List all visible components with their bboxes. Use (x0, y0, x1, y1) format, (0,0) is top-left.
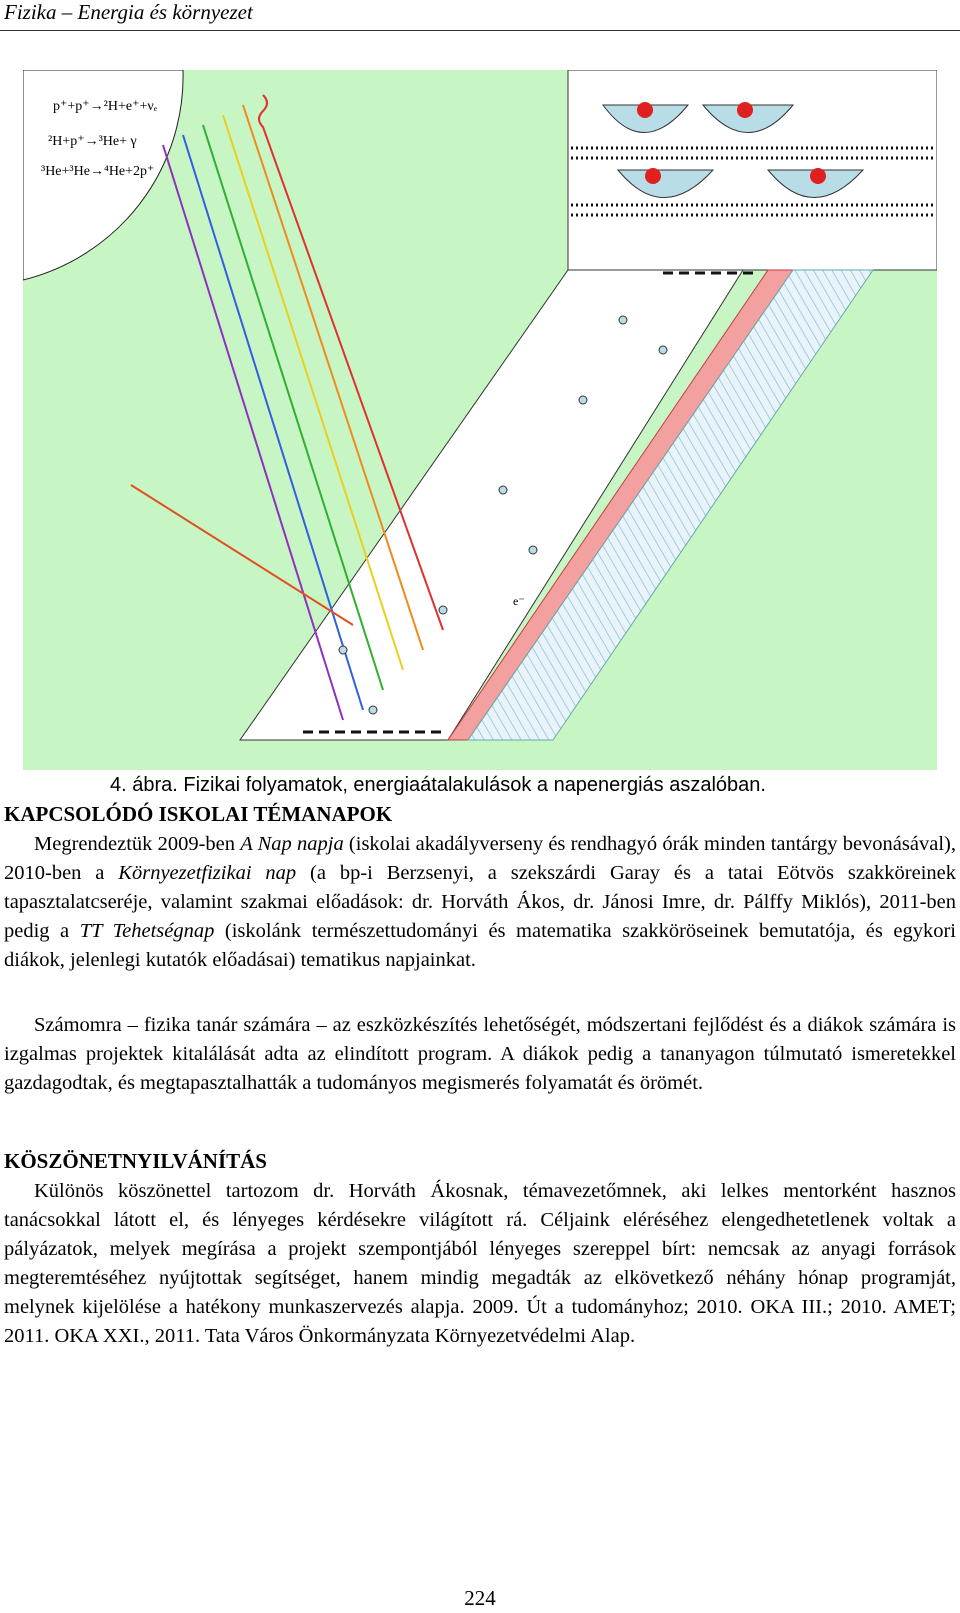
water-molecule-4 (810, 168, 826, 184)
water-molecule-2 (737, 102, 753, 118)
page-number: 224 (464, 1586, 496, 1610)
section-heading-themedays: KAPCSOLÓDÓ ISKOLAI TÉMANAPOK (4, 802, 393, 826)
water-molecule-1 (637, 102, 653, 118)
equation-2: ²H+p⁺→³He+ γ (48, 134, 137, 149)
section-heading-acknowledgements: KÖSZÖNETNYILVÁNÍTÁS (4, 1149, 267, 1173)
air-particle (499, 486, 507, 494)
equation-1: p⁺+p⁺→²H+e⁺+νₑ (53, 99, 158, 114)
air-particle (579, 396, 587, 404)
header-title: Fizika – Energia és környezet (4, 0, 253, 24)
running-header (0, 0, 960, 31)
paragraph-program-benefits: Számomra – fizika tanár számára – az eszközkészítés lehetőségét, módszertani fejlődést és a diákok számára is izgalmas projektek kitalálását adta az elindított program. A diákok pedig a tananyagon túlmutató ismeretekkel gazdagodtak, és megtapasztalhatták a tudományos megismerés folyamatát és örömét. (4, 1014, 956, 1094)
paragraph-themedays: Megrendeztük 2009-ben A Nap napja (iskolai akadályverseny és rendhagyó órák minden tantárgy bevonásával), 2010-ben a Környezetfizikai nap (a bp-i Berzsenyi, a szekszárdi Garay és a tatai Eötvös szakköreinek tapasztalatcseréje, valamint szakmai előadások: dr. Horváth Ákos, dr. Jánosi Imre, dr. Pálffy Miklós), 2011-ben pedig a TT Tehetségnap (iskolánk természettudományi és matematika szakköröseinek bemutatója, és egykori diákok, jelenlegi kutatók előadásai) tematikus napjainkat. (4, 833, 957, 971)
air-particle (529, 546, 537, 554)
figure-caption: 4. ábra. Fizikai folyamatok, energiaátalakulások a napenergiás aszalóban. (110, 774, 766, 796)
equation-3: ³He+³He→⁴He+2p⁺ (41, 164, 155, 179)
air-particle (339, 646, 347, 654)
air-particle (659, 346, 667, 354)
air-particle (619, 316, 627, 324)
air-particle (369, 706, 377, 714)
water-molecule-3 (645, 168, 661, 184)
air-particle (439, 606, 447, 614)
paragraph-acknowledgements: Különös köszönettel tartozom dr. Horváth Ákosnak, témavezetőmnek, aki lelkes mentorként hasznos tanácsokkal látott el, és lényeges kérdésekre világított rá. Céljaink eléréséhez elengedhetetlenek voltak a pályázatok, melyek megírása a projekt szempontjából lényeges szereppel bírt: nemcsak az anyagi források megteremtéséhez nyújtottak segítséget, hanem mindig megadták az elkövetkező néhány hónap programját, melynek kijelölése a hatékony munkaszervezés alapja. 2009. Út a tudományhoz; 2010. OKA III.; 2010. AMET; 2011. OKA XXI., 2011. Tata Város Önkormányzata Környezetvédelmi Alap. (4, 1180, 956, 1347)
solar-dryer-figure (23, 70, 937, 770)
electron-label: e⁻ (513, 594, 525, 608)
